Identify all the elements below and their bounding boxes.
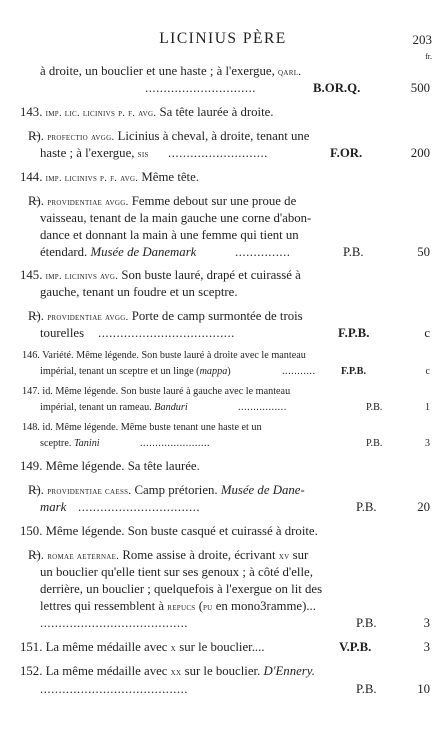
entry-text	[40, 400, 188, 416]
entry-text	[28, 308, 303, 326]
rarity-code: V.P.B.	[339, 640, 372, 654]
line-text: étendard.	[40, 245, 88, 259]
page-number: 203	[412, 32, 432, 47]
line-text: Son buste lauré, drapé et cuirassé à	[121, 268, 301, 282]
value: 3	[423, 616, 430, 630]
dot-leader: ...............	[235, 245, 291, 259]
entry-line	[0, 128, 446, 144]
line-text: Même légende. Sa tête laurée.	[45, 459, 200, 473]
line-text: La même médaille avec	[45, 664, 171, 678]
line-text: sceptre.	[40, 438, 74, 449]
rarity-code: P.B.	[366, 438, 383, 449]
entry-text	[40, 145, 149, 163]
line-text: à droite, un bouclier et une haste ; à l'exergue,	[40, 64, 279, 78]
legend: profectio avgg.	[47, 132, 115, 143]
entry-line	[0, 284, 446, 300]
legend: imp. licinivs p. f. avg.	[45, 173, 139, 184]
value: 10	[417, 682, 430, 696]
entry-line	[0, 400, 446, 416]
entry-text	[28, 547, 308, 565]
entry-line	[0, 639, 446, 655]
entry-line	[0, 420, 446, 436]
entry-line	[0, 325, 446, 341]
line-text: Femme debout sur une proue de	[131, 194, 297, 208]
line-text: vaisseau, tenant de la main gauche une corne d'abon-	[40, 211, 312, 225]
entry-text	[20, 267, 301, 285]
entry-text	[40, 598, 316, 616]
line-text: La même médaille avec	[45, 640, 171, 654]
entry-line	[0, 681, 446, 697]
entry-line	[0, 564, 446, 580]
entry-line	[0, 547, 446, 563]
value: c	[425, 366, 430, 377]
rarity-code: F.P.B.	[341, 366, 367, 377]
line-text: gauche, tenant un foudre et un sceptre.	[40, 285, 238, 299]
entry-line	[0, 63, 446, 79]
value: 200	[410, 146, 430, 160]
entry-line	[0, 663, 446, 679]
value: 1	[425, 402, 430, 413]
line-text: sur	[289, 548, 309, 562]
entry-line	[0, 145, 446, 161]
source-reference: mark	[40, 500, 67, 514]
inscription: xx	[170, 667, 182, 678]
line-text: Variété. Même légende. Son buste lauré à droite avec le manteau	[42, 350, 306, 361]
line-text: tourelles	[40, 326, 85, 340]
line-text: Camp prétorien.	[134, 483, 218, 497]
dot-leader: .......................	[140, 438, 211, 449]
entry-text	[20, 104, 274, 122]
entry-text	[22, 348, 306, 364]
entry-line	[0, 482, 446, 498]
dot-leader: ........................................	[40, 616, 188, 630]
entry-number: 145.	[20, 268, 43, 282]
inscription: xv	[278, 551, 290, 562]
line-text: impérial, tenant un rameau.	[40, 402, 155, 413]
entry-text	[28, 482, 305, 500]
rarity-code: P.B.	[366, 402, 383, 413]
line-text: en mono3ramme)...	[212, 599, 316, 613]
dot-leader: ...........	[282, 366, 316, 377]
reverse-mark: R̶).	[28, 129, 44, 143]
line-text: (	[195, 599, 203, 613]
reverse-mark: R̶).	[28, 309, 44, 323]
entry-line	[0, 80, 446, 96]
line-text: Licinius à cheval, à droite, tenant une	[117, 129, 310, 143]
line-text: sur le bouclier.	[181, 664, 261, 678]
inscription: x	[170, 643, 177, 654]
entry-line	[0, 523, 446, 539]
entry-line	[0, 598, 446, 614]
inscription: repucs	[167, 602, 196, 613]
rarity-code: P.B.	[356, 616, 377, 630]
dot-leader: ................	[238, 402, 287, 413]
entry-line	[0, 458, 446, 474]
entry-number: 143.	[20, 105, 43, 119]
line-text: sur le bouclier....	[176, 640, 265, 654]
value: 500	[410, 81, 430, 95]
line-text: dance et donnant la main à une femme qui tient un	[40, 228, 299, 242]
value-column-heading: fr.	[425, 52, 432, 61]
line-text: id. Même légende. Son buste lauré à gauche avec le manteau	[42, 386, 291, 397]
reverse-mark: R̶).	[28, 194, 44, 208]
rarity-code: B.OR.Q.	[313, 81, 361, 95]
dot-leader: ...........................	[168, 146, 268, 160]
entry-line	[0, 193, 446, 209]
line-text: derrière, un bouclier ; quelquefois à l'exergue on lit des	[40, 582, 323, 596]
entry-number: 152.	[20, 664, 43, 678]
exergue-mark: qarl.	[278, 67, 302, 78]
entry-line	[0, 581, 446, 597]
entry-line	[0, 615, 446, 631]
entry-text	[40, 436, 100, 452]
entry-number: 144.	[20, 170, 43, 184]
value: c	[424, 326, 430, 340]
dot-leader: ..............................	[145, 81, 256, 95]
entry-number: 150.	[20, 524, 43, 538]
entry-line	[0, 348, 446, 364]
source-reference: Musée de Danemark	[90, 245, 197, 259]
source-reference: Tanini	[73, 438, 100, 449]
entry-line	[0, 308, 446, 324]
legend: imp. lic. licinivs p. f. avg.	[45, 108, 157, 119]
line-text: lettres qui ressemblent à	[40, 599, 168, 613]
line-text: haste ; à l'exergue,	[40, 146, 138, 160]
line-text: un bouclier qu'elle tient sur ses genoux ; à côté d'elle,	[40, 565, 313, 579]
dot-leader: ........................................	[40, 682, 188, 696]
source-reference: Musée de Dane-	[220, 483, 305, 497]
rarity-code: F.OR.	[330, 146, 363, 160]
line-text: impérial, tenant un sceptre et un linge (	[40, 366, 200, 377]
page-title: LICINIUS PÈRE	[159, 30, 287, 47]
rarity-code: P.B.	[343, 245, 364, 259]
rarity-code: P.B.	[356, 500, 377, 514]
line-text: )	[227, 366, 231, 377]
entry-line	[0, 104, 446, 120]
entry-line	[0, 436, 446, 452]
entry-line	[0, 384, 446, 400]
entry-line	[0, 267, 446, 283]
exergue-mark: sis	[137, 149, 149, 160]
entry-line	[0, 499, 446, 515]
line-text: Même légende. Son buste casqué et cuirassé à droite.	[45, 524, 318, 538]
legend: romae aeternae.	[47, 551, 120, 562]
line-text: Porte de camp surmontée de trois	[131, 309, 303, 323]
entry-text	[40, 63, 301, 81]
entry-number: 146.	[22, 350, 40, 361]
rarity-code: P.B.	[356, 682, 377, 696]
entry-text	[20, 523, 318, 539]
legend: providentiae avgg.	[47, 197, 129, 208]
value: 3	[423, 640, 430, 654]
entry-line	[0, 364, 446, 380]
entry-text	[20, 169, 199, 187]
entry-text	[20, 458, 200, 474]
entry-line	[0, 210, 446, 226]
entry-number: 151.	[20, 640, 43, 654]
value: 3	[425, 438, 430, 449]
value: 50	[417, 245, 430, 259]
value: 20	[417, 500, 430, 514]
legend: imp. licinivs avg.	[45, 271, 119, 282]
entry-text	[28, 128, 309, 146]
entry-line	[0, 227, 446, 243]
line-text: Rome assise à droite, écrivant	[122, 548, 279, 562]
entry-line	[0, 169, 446, 185]
entry-number: 149.	[20, 459, 43, 473]
entry-number: 148.	[22, 422, 40, 433]
reverse-mark: R̶).	[28, 483, 44, 497]
line-text: Même tête.	[141, 170, 199, 184]
inscription: pu	[202, 602, 213, 613]
entry-text	[40, 364, 231, 380]
entry-text	[22, 384, 290, 400]
legend: providentiae avgg.	[47, 312, 129, 323]
entry-text	[20, 639, 265, 657]
entry-line	[0, 244, 446, 260]
dot-leader: .....................................	[98, 326, 235, 340]
dot-leader: .................................	[78, 500, 201, 514]
entry-text	[20, 663, 315, 681]
entry-text	[28, 193, 296, 211]
source-reference: D'Ennery.	[263, 664, 315, 678]
entry-number: 147.	[22, 386, 40, 397]
entry-text	[22, 420, 262, 436]
source-reference: Banduri	[154, 402, 188, 413]
line-text: id. Même légende. Même buste tenant une haste et un	[42, 422, 262, 433]
rarity-code: F.P.B.	[338, 326, 370, 340]
entry-text	[40, 244, 196, 260]
legend: providentiae caess.	[47, 486, 132, 497]
line-text: Sa tête laurée à droite.	[159, 105, 274, 119]
reverse-mark: R̶).	[28, 548, 44, 562]
source-reference: mappa	[199, 366, 228, 377]
